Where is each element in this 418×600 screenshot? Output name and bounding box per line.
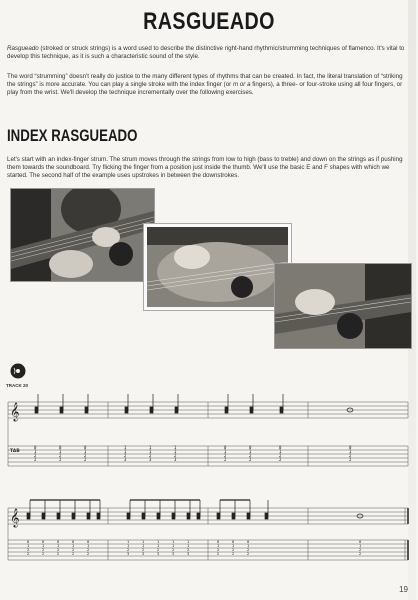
svg-text:0: 0: [84, 445, 87, 450]
svg-text:2: 2: [42, 548, 45, 552]
svg-text:1: 1: [359, 544, 362, 548]
svg-text:1: 1: [124, 445, 127, 450]
svg-text:2: 2: [42, 552, 45, 556]
svg-text:1: 1: [34, 449, 37, 454]
tab-label: TAB: [10, 449, 20, 454]
svg-text:2: 2: [224, 453, 227, 458]
svg-text:1: 1: [174, 449, 177, 454]
svg-text:3: 3: [124, 457, 127, 462]
svg-text:2: 2: [217, 552, 220, 556]
svg-text:2: 2: [279, 453, 282, 458]
svg-text:2: 2: [247, 552, 250, 556]
svg-text:2: 2: [87, 552, 90, 556]
svg-text:3: 3: [142, 552, 145, 556]
svg-text:1: 1: [42, 544, 45, 548]
svg-text:3: 3: [172, 552, 175, 556]
svg-text:1: 1: [124, 449, 127, 454]
svg-text:1: 1: [127, 540, 130, 544]
svg-text:1: 1: [174, 445, 177, 450]
svg-text:2: 2: [349, 453, 352, 458]
svg-text:0: 0: [247, 540, 250, 544]
svg-text:1: 1: [247, 544, 250, 548]
page-number: 19: [399, 585, 408, 594]
svg-text:2: 2: [174, 453, 177, 458]
svg-text:3: 3: [174, 457, 177, 462]
svg-text:1: 1: [172, 540, 175, 544]
svg-text:3: 3: [149, 457, 152, 462]
track-label: TRACK 20: [6, 383, 29, 388]
svg-text:0: 0: [72, 540, 75, 544]
svg-text:2: 2: [142, 548, 145, 552]
svg-text:2: 2: [249, 453, 252, 458]
svg-text:2: 2: [34, 453, 37, 458]
svg-text:1: 1: [149, 449, 152, 454]
intro-term: Rasgueado: [7, 45, 39, 52]
svg-text:2: 2: [172, 548, 175, 552]
svg-text:3: 3: [157, 552, 160, 556]
svg-text:0: 0: [87, 540, 90, 544]
svg-text:0: 0: [42, 540, 45, 544]
svg-text:1: 1: [279, 449, 282, 454]
svg-text:2: 2: [27, 552, 30, 556]
svg-text:2: 2: [249, 457, 252, 462]
svg-text:2: 2: [84, 453, 87, 458]
svg-text:2: 2: [232, 552, 235, 556]
svg-text:2: 2: [59, 453, 62, 458]
svg-text:0: 0: [27, 540, 30, 544]
svg-text:1: 1: [249, 449, 252, 454]
para2-text-a: The word “strumming” doesn't really do justice to the many different types of rhythms that can be created. In fact, the literal translation of “striking the strings” is more accurate. You can play a single stroke with the index finger (or: [7, 73, 403, 89]
svg-text:1: 1: [57, 544, 60, 548]
svg-text:1: 1: [27, 544, 30, 548]
svg-text:2: 2: [359, 548, 362, 552]
svg-text:2: 2: [149, 453, 152, 458]
svg-text:0: 0: [359, 540, 362, 544]
svg-text:1: 1: [87, 544, 90, 548]
svg-text:2: 2: [84, 457, 87, 462]
svg-text:1: 1: [142, 544, 145, 548]
svg-text:1: 1: [127, 544, 130, 548]
svg-text:3: 3: [187, 552, 190, 556]
svg-text:0: 0: [217, 540, 220, 544]
svg-text:1: 1: [149, 445, 152, 450]
para2-text-b: fingers), a three- or four-stroke using all four fingers, or play from the wrist. We'll develop the technique incrementally over the following exercises.: [7, 81, 403, 97]
intro-text: (stroked or struck strings) is a word used to describe the distinctive right-hand rhythmic/strumming techniques of flamenco. It's vital to develop this technique, as it is such a characteristic sound of the style.: [7, 45, 405, 61]
svg-text:2: 2: [27, 548, 30, 552]
svg-text:2: 2: [57, 548, 60, 552]
svg-text:2: 2: [72, 552, 75, 556]
svg-text:0: 0: [232, 540, 235, 544]
svg-text:2: 2: [217, 548, 220, 552]
svg-text:0: 0: [224, 445, 227, 450]
svg-text:0: 0: [279, 445, 282, 450]
svg-text:2: 2: [57, 552, 60, 556]
svg-text:2: 2: [187, 548, 190, 552]
svg-text:2: 2: [124, 453, 127, 458]
svg-text:𝄞: 𝄞: [10, 508, 20, 527]
svg-text:2: 2: [359, 552, 362, 556]
svg-text:2: 2: [232, 548, 235, 552]
svg-text:2: 2: [59, 457, 62, 462]
svg-text:3: 3: [127, 552, 130, 556]
svg-text:2: 2: [247, 548, 250, 552]
svg-text:1: 1: [59, 449, 62, 454]
svg-text:2: 2: [34, 457, 37, 462]
page-title: RASGUEADO: [143, 8, 275, 35]
svg-text:2: 2: [224, 457, 227, 462]
svg-text:𝄞: 𝄞: [10, 402, 20, 421]
svg-text:2: 2: [87, 548, 90, 552]
svg-text:1: 1: [217, 544, 220, 548]
svg-text:0: 0: [57, 540, 60, 544]
svg-text:1: 1: [224, 449, 227, 454]
index-rasgueado-paragraph: Let's start with an index-finger strum. The strum moves through the strings from low to high (bass to treble) and down on the strings as if pushing them towards the soundboard. Try flicking the finger from a position just inside the thumb. We'll use the basic E and F shapes with which we started. The second half of the example uses upstrokes in between the downstrokes.: [7, 156, 403, 180]
svg-text:1: 1: [172, 544, 175, 548]
svg-text:0: 0: [349, 445, 352, 450]
svg-text:1: 1: [187, 544, 190, 548]
svg-text:1: 1: [72, 544, 75, 548]
svg-text:2: 2: [157, 548, 160, 552]
svg-text:1: 1: [187, 540, 190, 544]
svg-text:0: 0: [59, 445, 62, 450]
svg-text:1: 1: [232, 544, 235, 548]
svg-text:0: 0: [34, 445, 37, 450]
svg-text:1: 1: [157, 540, 160, 544]
svg-text:2: 2: [72, 548, 75, 552]
svg-text:1: 1: [349, 449, 352, 454]
svg-text:2: 2: [279, 457, 282, 462]
svg-text:2: 2: [349, 457, 352, 462]
svg-text:1: 1: [84, 449, 87, 454]
svg-text:1: 1: [142, 540, 145, 544]
svg-text:1: 1: [157, 544, 160, 548]
section-heading: INDEX RASGUEADO: [7, 126, 138, 145]
svg-text:0: 0: [249, 445, 252, 450]
para2-emphasis: m or a: [232, 81, 251, 89]
svg-text:2: 2: [127, 548, 130, 552]
